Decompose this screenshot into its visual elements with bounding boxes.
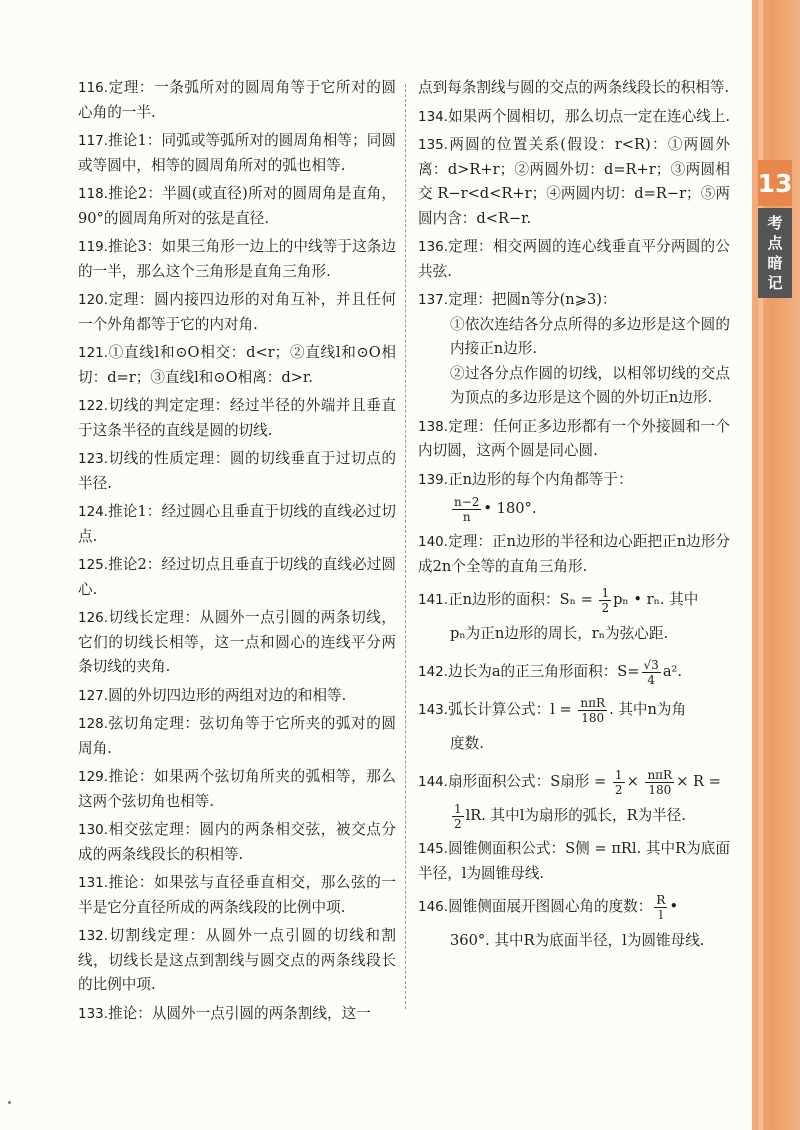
item-number: 129. (78, 769, 109, 785)
item-number: 118. (78, 186, 109, 202)
fraction (452, 495, 481, 524)
item-text: 切线长定理：从圆外一点引圆的两条切线，它们的切线长相等，这一点和圆心的连线平分两条切线的夹角. (78, 609, 396, 675)
theorem-item (78, 924, 396, 998)
item-number: 119. (78, 239, 109, 255)
item-text: 相交弦定理：圆内的两条相交弦，被交点分成的两条线段长的积相等. (78, 821, 396, 863)
item-number: 144. (418, 774, 449, 790)
item-text: 推论：如果弦与直径垂直相交，那么弦的一半是它分直径所成的两条线段的比例中项. (78, 874, 396, 916)
item-text: 推论3：如果三角形一边上的中线等于这条边的一半，那么这个三角形是直角三角形. (78, 238, 396, 280)
theorem-item (418, 468, 730, 527)
item-number: 141. (418, 592, 449, 608)
item-number: 143. (418, 702, 449, 718)
numerator: nπR (580, 695, 606, 710)
item-number: 135. (418, 137, 449, 153)
theorem-item (78, 712, 396, 761)
item-text: 圆锥侧面展开图圆心角的度数： (448, 898, 653, 915)
theorem-item (418, 530, 730, 579)
theorem-item (418, 693, 730, 761)
item-text: 定理：把圆n等分(n⩾3)： (448, 291, 617, 308)
item-text: 点到每条割线与圆的交点的两条线段长的积相等. (418, 79, 730, 96)
theorem-item (418, 583, 730, 651)
item-text: 弧长计算公式：l = (448, 701, 572, 718)
column-divider (405, 84, 406, 1009)
item-number: 142. (418, 664, 449, 680)
chapter-side-tab (752, 0, 800, 1130)
right-column (418, 76, 730, 962)
denominator: 2 (601, 600, 610, 615)
formula-line: 度数. (450, 735, 484, 752)
numerator: √3 (643, 657, 659, 672)
chapter-label (758, 208, 792, 298)
operator: × (626, 773, 639, 790)
item-number: 127. (78, 687, 109, 704)
theorem-item (418, 235, 730, 284)
theorem-item (78, 500, 396, 549)
item-text: 推论1：同弧或等弧所对的圆周角相等；同圆或等圆中，相等的圆周角所对的弧也相等. (78, 132, 396, 174)
item-number: 138. (418, 418, 449, 435)
sub-item: ①依次连结各分点所得的多边形是这个圆的内接正n边形. (450, 315, 730, 357)
theorem-item (418, 890, 730, 958)
item-text: 推论2：半圆(或直径)所对的圆周角是直角，90°的圆周角所对的弦是直径. (78, 185, 396, 227)
scan-speck (8, 1101, 11, 1104)
item-number: 117. (78, 133, 109, 149)
denominator: 4 (647, 672, 655, 687)
chapter-label-char: 点 (767, 234, 783, 252)
fraction (613, 768, 625, 797)
item-number: 116. (78, 80, 109, 96)
theorem-item (78, 341, 396, 390)
formula-line (418, 492, 730, 526)
formula-tail: a². (662, 663, 683, 680)
operator: × R = (676, 773, 721, 790)
item-number: 124. (78, 504, 109, 520)
item-number: 122. (78, 398, 109, 414)
formula-tail: pₙ • rₙ. 其中 (613, 591, 699, 608)
item-number: 131. (78, 875, 109, 891)
item-text: 切割线定理：从圆外一点引圆的切线和割线，切线长是这点到割线与圆交点的两条线段长的比例中项. (78, 927, 396, 993)
theorem-item (78, 129, 396, 178)
item-number: 121. (78, 345, 109, 361)
numerator: n−2 (454, 494, 480, 509)
theorem-item (78, 76, 396, 125)
theorem-item (418, 105, 730, 130)
theorem-item (418, 288, 730, 411)
item-text: 边长为a的正三角形面积：S= (448, 663, 640, 680)
item-number: 137. (418, 292, 449, 308)
theorem-item (78, 871, 396, 920)
theorem-item (78, 394, 396, 443)
theorem-item (78, 684, 396, 709)
item-number: 146. (418, 899, 449, 915)
theorem-item (78, 553, 396, 602)
theorem-item (418, 133, 730, 231)
left-column (78, 76, 396, 1030)
theorem-item (418, 655, 730, 689)
item-number: 145. (418, 841, 449, 857)
chapter-number: 13 (758, 160, 792, 206)
formula-line (418, 799, 730, 833)
chapter-label-char: 暗 (767, 254, 783, 272)
item-number: 136. (418, 239, 449, 255)
formula-tail: lR. 其中l为扇形的弧长，R为半径. (465, 807, 686, 824)
item-text: 定理：相交两圆的连心线垂直平分两圆的公共弦. (418, 238, 730, 280)
item-text: 推论2：经过切点且垂直于切线的直线必过圆心. (78, 556, 396, 598)
theorem-item (78, 447, 396, 496)
fraction (599, 586, 611, 615)
item-number: 139. (418, 471, 449, 488)
fraction (452, 802, 464, 831)
item-text: 正n边形的每个内角都等于： (448, 470, 633, 488)
denominator: 2 (614, 782, 623, 797)
item-number: 140. (418, 534, 449, 550)
fraction (654, 893, 667, 922)
numerator: 1 (614, 767, 623, 782)
item-text: 定理：正n边形的半径和边心距把正n边形分成2n个全等的直角三角形. (418, 533, 730, 575)
theorem-item (78, 182, 396, 231)
item-text: 两圆的位置关系(假设：r<R)：①两圆外离：d>R+r；②两圆外切：d=R+r；③两圆相交 R−r<d<R+r；④两圆内切：d=R−r；⑤两圆内含：d<R−r. (418, 136, 730, 227)
item-text: 定理：一条弧所对的圆周角等于它所对的圆心角的一半. (78, 79, 396, 121)
denominator: 2 (454, 816, 462, 831)
item-number: 130. (78, 822, 109, 838)
denominator: 180 (581, 710, 605, 725)
formula-tail: • (669, 898, 679, 915)
theorem-item-continued (418, 76, 730, 101)
theorem-item (418, 837, 730, 886)
denominator: n (462, 509, 471, 524)
item-number: 132. (78, 928, 109, 944)
item-number: 123. (78, 451, 109, 467)
numerator: 1 (454, 801, 462, 816)
item-text: 圆的外切四边形的两组对边的和相等. (108, 686, 347, 704)
item-text: 如果两个圆相切，那么切点一定在连心线上. (448, 107, 730, 125)
theorem-item (78, 606, 396, 680)
theorem-item (78, 765, 396, 814)
fraction (642, 658, 661, 687)
item-text: 定理：圆内接四边形的对角互补，并且任何一个外角都等于它的内对角. (78, 291, 396, 333)
item-text: 推论：如果两个弦切角所夹的弧相等，那么这两个弦切角也相等. (78, 768, 396, 810)
item-text: 弦切角定理：弦切角等于它所夹的弧对的圆周角. (78, 715, 396, 757)
theorem-item (78, 1002, 396, 1027)
item-text: 扇形面积公式：S扇形 = (448, 773, 607, 790)
item-text: 圆锥侧面积公式：S侧 = πRl. 其中R为底面半径，l为圆锥母线. (418, 840, 730, 882)
sub-item: ②过各分点作圆的切线，以相邻切线的交点为顶点的多边形是这个圆的外切正n边形. (450, 364, 730, 406)
theorem-item (78, 288, 396, 337)
item-number: 120. (78, 292, 109, 308)
formula-line: 360°. 其中R为底面半径，l为圆锥母线. (450, 932, 705, 949)
theorem-item (78, 818, 396, 867)
denominator: l (658, 907, 663, 922)
denominator: 180 (648, 782, 672, 797)
chapter-label-char: 记 (767, 274, 783, 292)
item-text: 切线的判定定理：经过半径的外端并且垂直于这条半径的直线是圆的切线. (78, 397, 396, 439)
numerator: 1 (601, 585, 610, 600)
item-text: ①直线l和⊙O相交：d<r；②直线l和⊙O相切：d=r；③直线l和⊙O相离：d>r. (78, 344, 396, 386)
formula-line: pₙ为正n边形的周长，rₙ为弦心距. (450, 625, 669, 642)
item-number: 134. (418, 108, 449, 125)
numerator: nπR (647, 767, 673, 782)
fraction (645, 768, 674, 797)
chapter-label-char: 考 (767, 214, 783, 232)
theorem-item (418, 415, 730, 464)
item-number: 126. (78, 610, 109, 626)
item-text: 正n边形的面积：Sₙ = (448, 591, 593, 608)
item-text: 推论：从圆外一点引圆的两条割线，这一 (108, 1004, 371, 1022)
formula-tail: . 其中n为角 (609, 701, 687, 718)
item-number: 125. (78, 557, 109, 573)
item-number: 133. (78, 1005, 109, 1022)
fraction (578, 696, 607, 725)
theorem-item (78, 235, 396, 284)
item-text: 切线的性质定理：圆的切线垂直于过切点的半径. (78, 450, 396, 492)
formula-tail: • 180°. (483, 500, 537, 517)
item-text: 推论1：经过圆心且垂直于切线的直线必过切点. (78, 503, 396, 545)
numerator: R (656, 892, 666, 907)
item-number: 128. (78, 716, 109, 732)
theorem-item (418, 765, 730, 833)
item-text: 定理：任何正多边形都有一个外接圆和一个内切圆，这两个圆是同心圆. (418, 417, 730, 459)
